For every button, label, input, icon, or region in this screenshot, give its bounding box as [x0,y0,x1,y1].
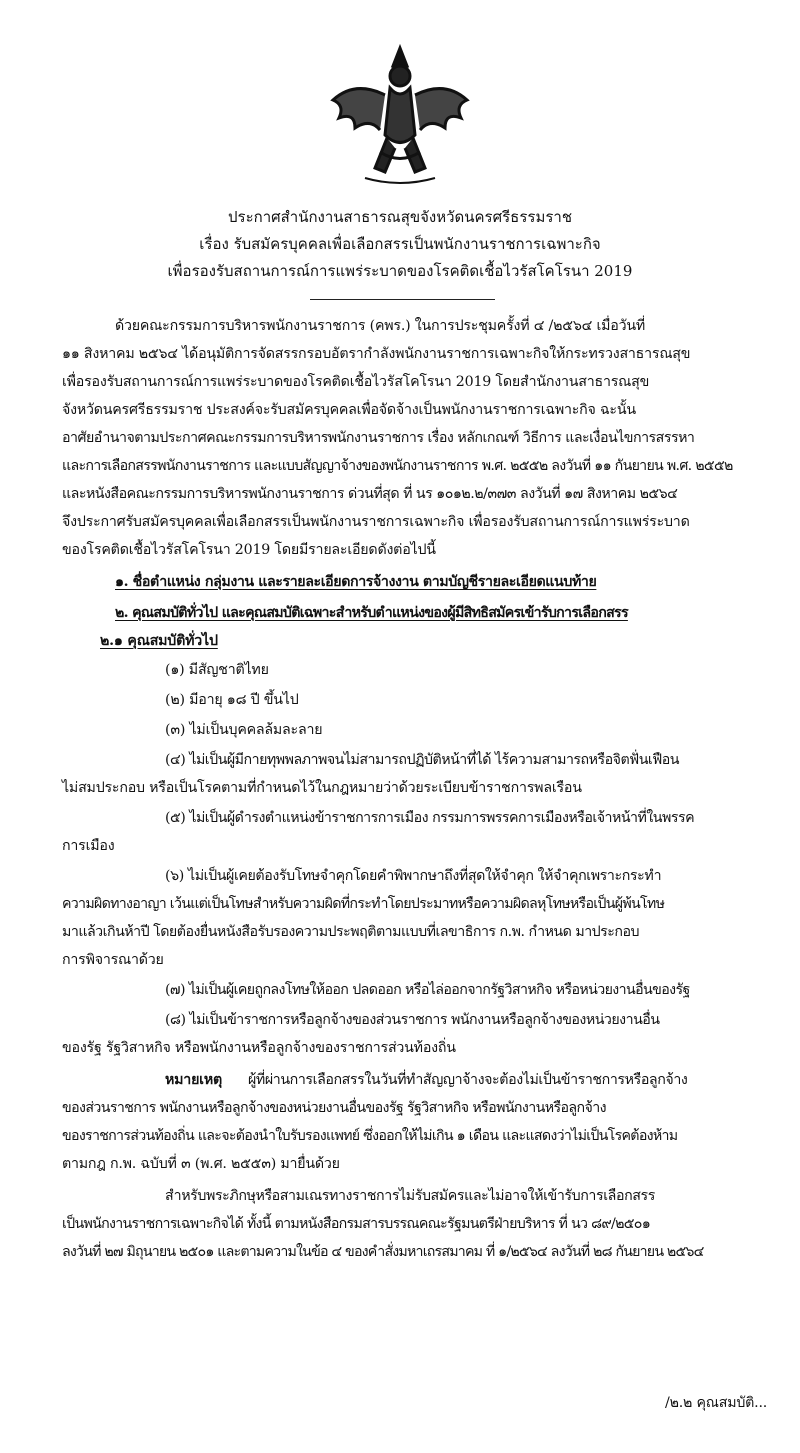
section-2-heading: ๒. คุณสมบัติทั่วไป และคุณสมบัติเฉพาะสำหรับตำแหน่งของผู้มีสิทธิสมัครเข้ารับการเลือกสรร [115,605,628,621]
title-divider [310,299,495,300]
qualification-item-cont: การเมือง [62,838,115,854]
intro-line: จังหวัดนครศรีธรรมราช ประสงค์จะรับสมัครบุคคลเพื่อจัดจ้างเป็นพนักงานราชการเฉพาะกิจ ฉะนั้น [62,402,636,418]
note-label: หมายเหตุ [165,1072,222,1088]
intro-line: ด้วยคณะกรรมการบริหารพนักงานราชการ (คพร.) ในการประชุมครั้งที่ ๔ /๒๕๖๔ เมื่อวันที่ [115,318,646,334]
intro-line: เพื่อรองรับสถานการณ์การแพร่ระบาดของโรคติดเชื้อไวรัสโคโรนา 2019 โดยสำนักงานสาธารณสุข [62,374,650,390]
qualification-item-cont: ความผิดทางอาญา เว้นแต่เป็นโทษสำหรับความผิดที่กระทำโดยประมาทหรือความผิดลหุโทษหรือเป็นผู้พ้นโทษ [62,896,665,912]
qualification-item: (๕) ไม่เป็นผู้ดำรงตำแหน่งข้าราชการการเมือง กรรมการพรรคการเมืองหรือเจ้าหน้าที่ในพรรค [165,810,695,826]
qualification-item: (๖) ไม่เป็นผู้เคยต้องรับโทษจำคุกโดยคำพิพากษาถึงที่สุดให้จำคุก ให้จำคุกเพราะกระทำ [165,868,662,884]
intro-line: อาศัยอำนาจตามประกาศคณะกรรมการบริหารพนักงานราชการ เรื่อง หลักเกณฑ์ วิธีการ และเงื่อนไขการสรรหา [62,430,695,446]
monk-paragraph-line: สำหรับพระภิกษุหรือสามเณรทางราชการไม่รับสมัครและไม่อาจให้เข้ารับการเลือกสรร [165,1188,655,1204]
monk-paragraph-line: ลงวันที่ ๒๗ มิถุนายน ๒๕๐๑ และตามความในข้อ ๔ ของคำสั่งมหาเถรสมาคม ที่ ๑/๒๕๖๔ ลงวันที่ ๒๘ กันยายน ๒๕๖๔ [62,1244,704,1260]
note-line: ของส่วนราชการ พนักงานหรือลูกจ้างของหน่วยงานอื่นของรัฐ รัฐวิสาหกิจ หรือพนักงานหรือลูกจ้าง [62,1100,606,1116]
section-2-1-heading: ๒.๑ คุณสมบัติทั่วไป [100,633,218,649]
qualification-item-cont: การพิจารณาด้วย [62,952,164,968]
qualification-item-cont: ของรัฐ รัฐวิสาหกิจ หรือพนักงานหรือลูกจ้างของราชการส่วนท้องถิ่น [62,1040,456,1056]
intro-line: ๑๑ สิงหาคม ๒๕๖๔ ได้อนุมัติการจัดสรรกรอบอัตรากำลังพนักงานราชการเฉพาะกิจให้กระทรวงสาธารณสุข [62,346,691,362]
announcement-title: ประกาศสำนักงานสาธารณสุขจังหวัดนครศรีธรรมราช [227,208,573,226]
intro-line: จึงประกาศรับสมัครบุคคลเพื่อเลือกสรรเป็นพนักงานราชการเฉพาะกิจ เพื่อรองรับสถานการณ์การแพร่ระบาด [62,514,690,530]
monk-paragraph-line: เป็นพนักงานราชการเฉพาะกิจได้ ทั้งนี้ ตามหนังสือกรมสารบรรณคณะรัฐมนตรีฝ่ายบริหาร ที่ นว ๘๙/๒๕๐๑ [62,1216,651,1232]
note-line: ผู้ที่ผ่านการเลือกสรรในวันที่ทำสัญญาจ้างจะต้องไม่เป็นข้าราชการหรือลูกจ้าง [248,1072,688,1088]
intro-line: ของโรคติดเชื้อไวรัสโคโรนา 2019 โดยมีรายละเอียดดังต่อไปนี้ [62,542,436,558]
qualification-item: (๒) มีอายุ ๑๘ ปี ขึ้นไป [165,692,299,708]
intro-line: และหนังสือคณะกรรมการบริหารพนักงานราชการ ด่วนที่สุด ที่ นร ๑๐๑๒.๒/๓๗๓ ลงวันที่ ๑๗ สิงหาคม ๒๕๖๔ [62,486,678,502]
subject-line: เรื่อง รับสมัครบุคคลเพื่อเลือกสรรเป็นพนักงานราชการเฉพาะกิจ [199,235,601,253]
qualification-item: (๑) มีสัญชาติไทย [165,662,269,678]
qualification-item-cont: ไม่สมประกอบ หรือเป็นโรคตามที่กำหนดไว้ในกฎหมายว่าด้วยระเบียบข้าราชการพลเรือน [62,780,582,796]
qualification-item: (๗) ไม่เป็นผู้เคยถูกลงโทษให้ออก ปลดออก หรือไล่ออกจากรัฐวิสาหกิจ หรือหน่วยงานอื่นของรัฐ [165,982,690,998]
note-line: ของราชการส่วนท้องถิ่น และจะต้องนำใบรับรองแพทย์ ซึ่งออกให้ไม่เกิน ๑ เดือน และแสดงว่าไม่เป็นโรคต้องห้าม [62,1128,678,1144]
subject-line-2: เพื่อรองรับสถานการณ์การแพร่ระบาดของโรคติดเชื้อไวรัสโคโรนา 2019 [167,262,633,280]
qualification-item-cont: มาแล้วเกินห้าปี โดยต้องยื่นหนังสือรับรองความประพฤติตามแบบที่เลขาธิการ ก.พ. กำหนด มาประกอบ [62,924,640,940]
intro-line: และการเลือกสรรพนักงานราชการ และแบบสัญญาจ้างของพนักงานราชการ พ.ศ. ๒๕๕๒ ลงวันที่ ๑๑ กันยายน พ.ศ. ๒๕๕๒ [62,458,733,474]
page-continuation: /๒.๒ คุณสมบัติ... [665,1395,768,1411]
garuda-emblem-icon [325,40,475,190]
section-1-heading: ๑. ชื่อตำแหน่ง กลุ่มงาน และรายละเอียดการจ้างงาน ตามบัญชีรายละเอียดแนบท้าย [115,574,597,590]
note-line: ตามกฎ ก.พ. ฉบับที่ ๓ (พ.ศ. ๒๕๕๓) มายื่นด้วย [62,1156,340,1172]
qualification-item: (๔) ไม่เป็นผู้มีกายทุพพลภาพจนไม่สามารถปฏิบัติหน้าที่ได้ ไร้ความสามารถหรือจิตฟั่นเฟือน [165,752,680,768]
qualification-item: (๘) ไม่เป็นข้าราชการหรือลูกจ้างของส่วนราชการ พนักงานหรือลูกจ้างของหน่วยงานอื่น [165,1012,660,1028]
qualification-item: (๓) ไม่เป็นบุคคลล้มละลาย [165,722,323,738]
